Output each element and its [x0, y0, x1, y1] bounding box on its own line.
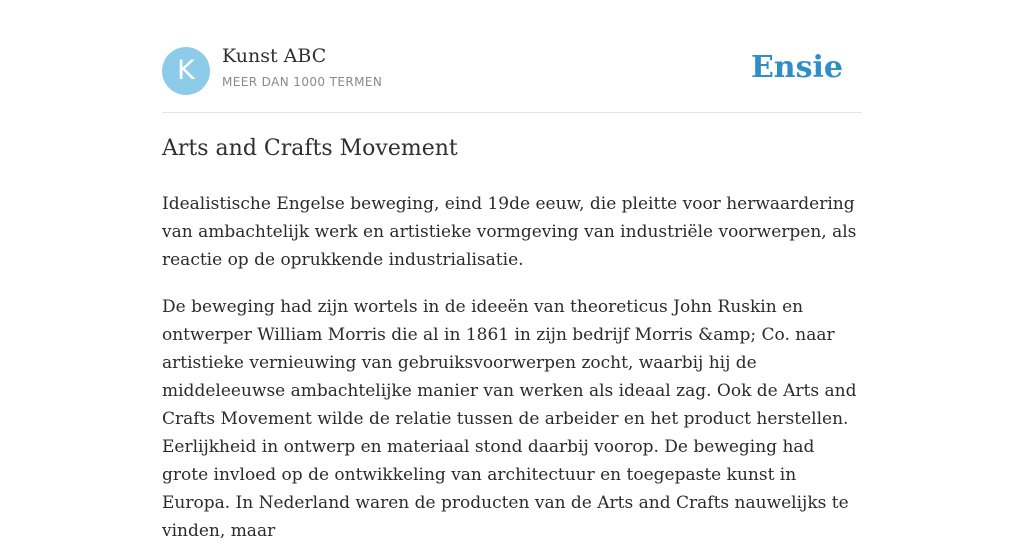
site-title[interactable]: Kunst ABC — [222, 45, 327, 67]
article-title: Arts and Crafts Movement — [162, 136, 458, 161]
site-subtitle: MEER DAN 1000 TERMEN — [222, 75, 383, 89]
article-paragraph: De beweging had zijn wortels in de ideeën van theoreticus John Ruskin en ontwerper William Morris die al in 1861 in zijn bedrijf Morris &amp; Co. naar artistieke vernieuwing van gebruiksvoorwerpen zocht, waarbij hij de middeleeuwse ambachtelijke manier van werken als ideaal zag. Ook de Arts and Crafts Movement wilde de relatie tussen de arbeider en het product herstellen. Eerlijkheid in ontwerp en materiaal stond daarbij voorop. De beweging had grote invloed op de ontwikkeling van architectuur en toegepaste kunst in Europa. In Nederland waren de producten van de Arts and Crafts nauwelijks te vinden, maar — [162, 297, 857, 541]
site-header — [162, 0, 862, 113]
content-container — [162, 0, 862, 541]
article-paragraph: Idealistische Engelse beweging, eind 19de eeuw, die pleitte voor herwaardering van ambachtelijk werk en artistieke vormgeving van industriële voorwerpen, als reactie op de oprukkende industrialisatie. — [162, 194, 857, 270]
ensie-logo[interactable]: Ensie — [750, 50, 843, 85]
avatar[interactable]: K — [162, 47, 210, 95]
